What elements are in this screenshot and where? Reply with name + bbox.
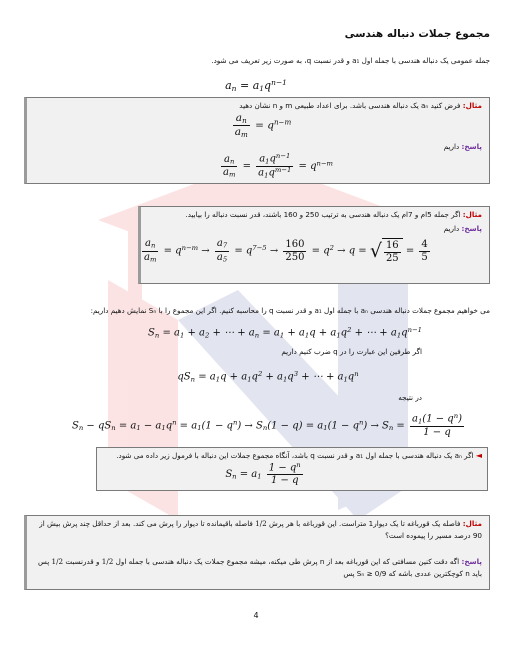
sum-derivation-formula: Sn − qSn = $a1 - a1q^n = a1(1 - q^n) \to Sn(1 - q) = a1(1 - q^n) \to Sn$ = $\frac{a1(1 - q^n)}{1 - q}$ [72,412,462,439]
general-term-formula: an = $a1q^{n-1}$ [225,78,287,93]
example2-answer-formula: $\frac{an}{am}$ = $q^{n-m}$ → $\frac{a7}{a5}$ = $q^{7-5}$ → $\frac{160}{250}$ = $q^2 \to q$ = √ $\frac{16}{25}$ $\frac{4}{5}$ [144,238,428,264]
example2-question [142,209,482,220]
page-title: مجموع جملات دنباله هندسی [344,28,490,40]
result-paragraph: در نتیجه [398,393,422,402]
example1-answer: پاسخ: داریم [443,142,482,151]
example1-label: مثال: [462,101,482,110]
multiply-paragraph: اگر طرفین این عبارت را در q ضرب کنیم داریم [281,347,422,356]
example3-question: مثال: فاصله یک قورباغه تا یک دیوار1 متراست. این قورباغه با هر پرش 1/2 فاصله باقیمانده تا دیوار را پرش می کند. بعد از حداقل چند پرش بیش از 90 درصد مسیر را پیموده است؟ [39,519,482,540]
sum-definition-formula: Sn = a1 + a2 + ⋯ + an = $a1 + a1q + a1q^2$ + ⋯ + $a1q^{n-1}$ [148,326,422,340]
example3-answer-label: پاسخ: [461,557,482,566]
intro-paragraph: جمله عمومی یک دنباله هندسی با جمله اول a₁ و قدر نسبت q، به صورت زیر تعریف می شود. [211,56,490,65]
example1-question [32,100,482,111]
example2-answer: پاسخ: داریم [443,224,482,233]
example1-answer-formula: $\frac{an}{am}$ = $\frac{a1q^{n-1}}{a1q^{m-1}}$ = $q^{n-m}$ [222,152,333,180]
theorem-marker-icon: ◄ [475,451,482,460]
page-number: 4 [253,611,259,620]
sum-formula: Sn = a1 $\frac{1 - q^n}{1 - q}$ [225,461,301,487]
example3-answer: پاسخ: اگه دقت کنین مسافتی که این قورباغه بعد از n پرش طی میکنه، میشه مجموع جملات یک دنباله هندسی با جمله اول 1/2 و قدرنسبت 1/2 پس باید n کوچکترین عددی باشه که Sₙ ≥ 0/9 پس [38,557,482,578]
example3-label: مثال: [462,519,482,528]
example2-text: اگر جمله 5ام و 7ام یک دنباله هندسی به ترتیب 250 و 160 باشند، قدر نسبت دنباله را بیابید. [185,210,461,219]
example1-text: فرض کنید aₙ یک دنباله هندسی باشد. برای اعداد طبیعی m و n نشان دهید [239,101,461,110]
multiplied-sum-formula: qSn = $a1q + a1q^2 + a1q^3$ + ⋯ + $a1q^n$ [177,370,359,384]
theorem-statement: ◄ اگر aₙ یک دنباله هندسی با جمله اول a₁ و قدر نسبت q باشد، آنگاه مجموع جملات این دنباله با فرمول زیر داده می شود. [116,451,482,460]
sum-intro-paragraph: می خواهیم مجموع جملات دنباله هندسی aₙ با جمله اول a₁ و قدر نسبت q را محاسبه کنیم. اگر این مجموع را با Sₙ نمایش دهیم داریم: [90,306,490,315]
example1-goal-formula: $\frac{an}{am}$ = $q^{n-m}$ [234,112,292,139]
example2-answer-label: پاسخ: [461,224,482,233]
example2-label: مثال: [462,210,482,219]
example1-answer-label: پاسخ: [461,142,482,151]
